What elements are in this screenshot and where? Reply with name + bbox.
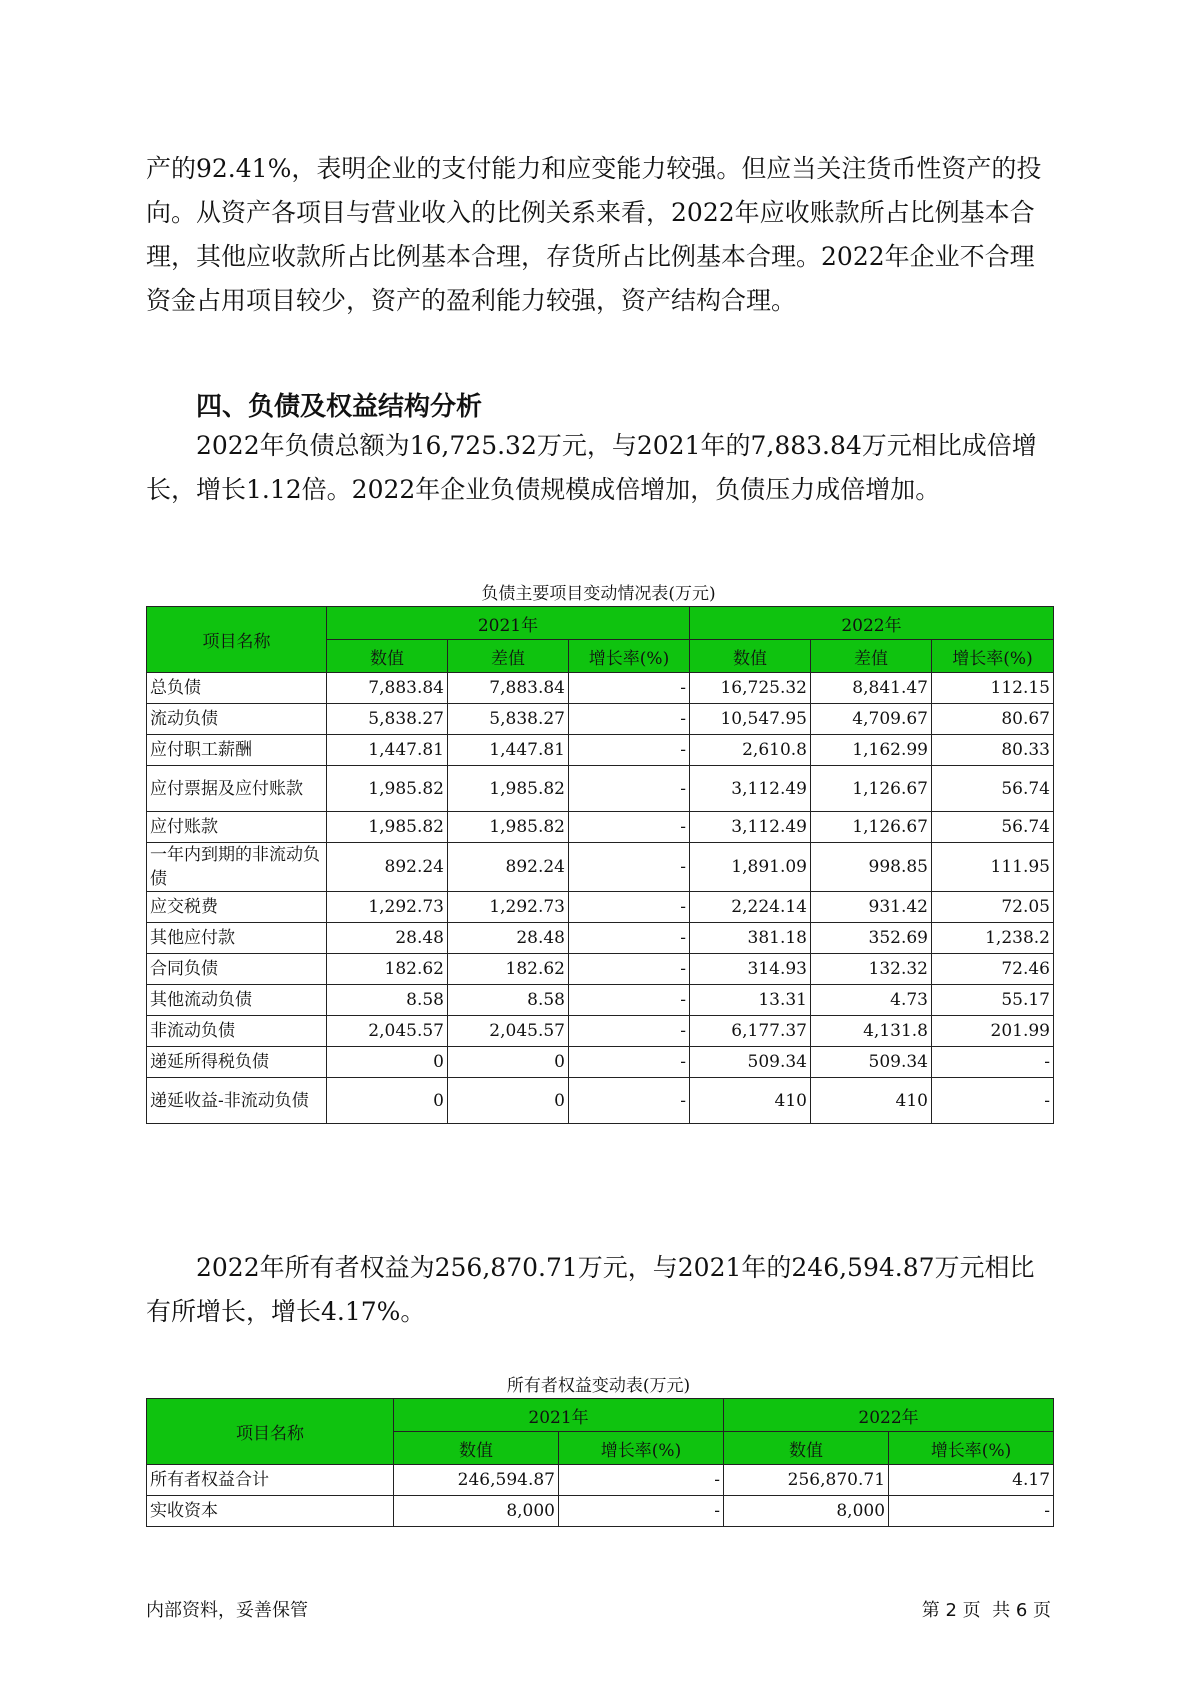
liability-value-cell: 931.42 bbox=[811, 892, 932, 923]
liability-value-cell: 2,045.57 bbox=[327, 1016, 448, 1047]
liability-value-cell: 1,292.73 bbox=[327, 892, 448, 923]
liability-value-cell: 0 bbox=[448, 1047, 569, 1078]
equity-table bbox=[146, 1398, 1054, 1527]
liability-value-cell: 112.15 bbox=[932, 673, 1054, 704]
equity-value-cell: - bbox=[559, 1496, 724, 1527]
liability-value-cell: - bbox=[569, 735, 690, 766]
liability-row bbox=[147, 1016, 1054, 1047]
equity-value-cell: 8,000 bbox=[394, 1496, 559, 1527]
liability-value-cell: 7,883.84 bbox=[327, 673, 448, 704]
liability-value-cell: 998.85 bbox=[811, 843, 932, 892]
equity-header-rate-2021: 增长率(%) bbox=[559, 1432, 724, 1465]
liability-value-cell: 381.18 bbox=[690, 923, 811, 954]
liability-item-name-cell: 流动负债 bbox=[147, 704, 327, 735]
liability-value-cell: 1,126.67 bbox=[811, 812, 932, 843]
header-year-2021: 2021年 bbox=[327, 607, 690, 640]
liability-value-cell: 28.48 bbox=[327, 923, 448, 954]
liability-value-cell: 410 bbox=[811, 1078, 932, 1124]
liability-value-cell: 1,891.09 bbox=[690, 843, 811, 892]
liability-row bbox=[147, 766, 1054, 812]
liability-value-cell: 56.74 bbox=[932, 812, 1054, 843]
equity-value-cell: 256,870.71 bbox=[724, 1465, 889, 1496]
liability-value-cell: 72.46 bbox=[932, 954, 1054, 985]
liability-row bbox=[147, 673, 1054, 704]
liability-row bbox=[147, 985, 1054, 1016]
equity-header-value-2021: 数值 bbox=[394, 1432, 559, 1465]
equity-value-cell: 246,594.87 bbox=[394, 1465, 559, 1496]
liability-value-cell: 1,292.73 bbox=[448, 892, 569, 923]
liability-value-cell: 1,447.81 bbox=[327, 735, 448, 766]
liability-value-cell: 2,224.14 bbox=[690, 892, 811, 923]
liability-item-name-cell: 应付职工薪酬 bbox=[147, 735, 327, 766]
liability-value-cell: 111.95 bbox=[932, 843, 1054, 892]
liability-value-cell: 892.24 bbox=[448, 843, 569, 892]
liability-value-cell: 4,709.67 bbox=[811, 704, 932, 735]
equity-table-caption: 所有者权益变动表(万元) bbox=[506, 1376, 691, 1396]
equity-row bbox=[147, 1465, 1054, 1496]
liability-value-cell: 1,985.82 bbox=[448, 812, 569, 843]
liability-value-cell: 201.99 bbox=[932, 1016, 1054, 1047]
liability-row bbox=[147, 954, 1054, 985]
liability-value-cell: - bbox=[569, 923, 690, 954]
liability-value-cell: 0 bbox=[327, 1078, 448, 1124]
liability-item-name-cell: 应付账款 bbox=[147, 812, 327, 843]
equity-value-cell: - bbox=[889, 1496, 1054, 1527]
liability-value-cell: - bbox=[569, 892, 690, 923]
liability-value-cell: 410 bbox=[690, 1078, 811, 1124]
liability-value-cell: 2,610.8 bbox=[690, 735, 811, 766]
liability-item-name-cell: 非流动负债 bbox=[147, 1016, 327, 1047]
equity-row bbox=[147, 1496, 1054, 1527]
equity-value-cell: 4.17 bbox=[889, 1465, 1054, 1496]
liability-table bbox=[146, 606, 1054, 1124]
liability-value-cell: - bbox=[569, 1016, 690, 1047]
liability-value-cell: 1,447.81 bbox=[448, 735, 569, 766]
liability-value-cell: 352.69 bbox=[811, 923, 932, 954]
liability-item-name-cell: 其他流动负债 bbox=[147, 985, 327, 1016]
liability-value-cell: 80.67 bbox=[932, 704, 1054, 735]
liability-value-cell: 132.32 bbox=[811, 954, 932, 985]
liability-value-cell: 5,838.27 bbox=[448, 704, 569, 735]
header-rate-2021: 增长率(%) bbox=[569, 640, 690, 673]
liability-item-name-cell: 应付票据及应付账款 bbox=[147, 766, 327, 812]
liability-item-name-cell: 递延所得税负债 bbox=[147, 1047, 327, 1078]
liability-row bbox=[147, 923, 1054, 954]
liability-value-cell: - bbox=[569, 673, 690, 704]
liability-row bbox=[147, 1047, 1054, 1078]
liability-item-name-cell: 应交税费 bbox=[147, 892, 327, 923]
liability-value-cell: - bbox=[569, 954, 690, 985]
liability-value-cell: 1,162.99 bbox=[811, 735, 932, 766]
liability-value-cell: - bbox=[569, 812, 690, 843]
header-rate-2022: 增长率(%) bbox=[932, 640, 1054, 673]
header-diff-2022: 差值 bbox=[811, 640, 932, 673]
header-diff-2021: 差值 bbox=[448, 640, 569, 673]
liability-value-cell: 13.31 bbox=[690, 985, 811, 1016]
liability-value-cell: 314.93 bbox=[690, 954, 811, 985]
liability-value-cell: - bbox=[569, 843, 690, 892]
header-value-2021: 数值 bbox=[327, 640, 448, 673]
liability-value-cell: 1,985.82 bbox=[327, 766, 448, 812]
liability-value-cell: 2,045.57 bbox=[448, 1016, 569, 1047]
liability-value-cell: 3,112.49 bbox=[690, 812, 811, 843]
liability-row bbox=[147, 843, 1054, 892]
liability-value-cell: 892.24 bbox=[327, 843, 448, 892]
liability-value-cell: 1,238.2 bbox=[932, 923, 1054, 954]
equity-header-year-2021: 2021年 bbox=[394, 1399, 724, 1432]
liability-value-cell: - bbox=[569, 985, 690, 1016]
equity-header-rate-2022: 增长率(%) bbox=[889, 1432, 1054, 1465]
liability-value-cell: 182.62 bbox=[327, 954, 448, 985]
liability-value-cell: 0 bbox=[327, 1047, 448, 1078]
liability-value-cell: 7,883.84 bbox=[448, 673, 569, 704]
liability-row bbox=[147, 735, 1054, 766]
equity-item-name-cell: 所有者权益合计 bbox=[147, 1465, 394, 1496]
liability-value-cell: - bbox=[569, 766, 690, 812]
header-value-2022: 数值 bbox=[690, 640, 811, 673]
liability-value-cell: 1,985.82 bbox=[448, 766, 569, 812]
liability-row bbox=[147, 812, 1054, 843]
liability-value-cell: 5,838.27 bbox=[327, 704, 448, 735]
liability-item-name-cell: 总负债 bbox=[147, 673, 327, 704]
equity-header-year-2022: 2022年 bbox=[724, 1399, 1054, 1432]
liability-value-cell: 8.58 bbox=[448, 985, 569, 1016]
liability-value-cell: 28.48 bbox=[448, 923, 569, 954]
liability-value-cell: 16,725.32 bbox=[690, 673, 811, 704]
liability-value-cell: 509.34 bbox=[690, 1047, 811, 1078]
liability-value-cell: 8,841.47 bbox=[811, 673, 932, 704]
liability-value-cell: - bbox=[569, 1047, 690, 1078]
equity-header-value-2022: 数值 bbox=[724, 1432, 889, 1465]
equity-paragraph: 2022年所有者权益为256,870.71万元，与2021年的246,594.87万元相比有所增长，增长4.17%。 bbox=[146, 1253, 1035, 1326]
equity-item-name-cell: 实收资本 bbox=[147, 1496, 394, 1527]
liability-table-caption: 负债主要项目变动情况表(万元) bbox=[481, 584, 716, 604]
header-item-name: 项目名称 bbox=[147, 607, 327, 673]
liability-item-name-cell: 一年内到期的非流动负债 bbox=[147, 843, 327, 892]
liability-value-cell: - bbox=[569, 704, 690, 735]
liability-value-cell: 80.33 bbox=[932, 735, 1054, 766]
equity-header-item-name: 项目名称 bbox=[147, 1399, 394, 1465]
liability-item-name-cell: 递延收益-非流动负债 bbox=[147, 1078, 327, 1124]
liability-value-cell: 3,112.49 bbox=[690, 766, 811, 812]
liability-value-cell: 182.62 bbox=[448, 954, 569, 985]
liability-value-cell: 509.34 bbox=[811, 1047, 932, 1078]
liability-value-cell: 1,985.82 bbox=[327, 812, 448, 843]
liability-value-cell: 8.58 bbox=[327, 985, 448, 1016]
liability-value-cell: - bbox=[932, 1078, 1054, 1124]
liability-value-cell: 0 bbox=[448, 1078, 569, 1124]
liability-row bbox=[147, 704, 1054, 735]
liability-value-cell: 10,547.95 bbox=[690, 704, 811, 735]
liability-row bbox=[147, 892, 1054, 923]
liability-value-cell: 4.73 bbox=[811, 985, 932, 1016]
liability-value-cell: 1,126.67 bbox=[811, 766, 932, 812]
liability-item-name-cell: 合同负债 bbox=[147, 954, 327, 985]
footer-confidential-note: 内部资料，妥善保管 bbox=[146, 1600, 308, 1621]
header-year-2022: 2022年 bbox=[690, 607, 1054, 640]
liability-item-name-cell: 其他应付款 bbox=[147, 923, 327, 954]
liability-value-cell: - bbox=[569, 1078, 690, 1124]
liability-value-cell: 4,131.8 bbox=[811, 1016, 932, 1047]
section-heading: 四、负债及权益结构分析 bbox=[196, 392, 483, 422]
liability-row bbox=[147, 1078, 1054, 1124]
liability-value-cell: 6,177.37 bbox=[690, 1016, 811, 1047]
intro-paragraph: 产的92.41%，表明企业的支付能力和应变能力较强。但应当关注货币性资产的投向。从资产各项目与营业收入的比例关系来看，2022年应收账款所占比例基本合理，其他应收款所占比例基本合理，存货所占比例基本合理。2022年企业不合理资金占用项目较少，资产的盈利能力较强，资产结构合理。 bbox=[146, 154, 1042, 315]
footer-page-number: 第 2 页 共 6 页 bbox=[921, 1600, 1051, 1621]
equity-value-cell: - bbox=[559, 1465, 724, 1496]
liability-value-cell: 72.05 bbox=[932, 892, 1054, 923]
liability-value-cell: - bbox=[932, 1047, 1054, 1078]
liability-value-cell: 55.17 bbox=[932, 985, 1054, 1016]
liability-paragraph: 2022年负债总额为16,725.32万元，与2021年的7,883.84万元相比成倍增长，增长1.12倍。2022年企业负债规模成倍增加，负债压力成倍增加。 bbox=[146, 431, 1037, 504]
liability-value-cell: 56.74 bbox=[932, 766, 1054, 812]
equity-value-cell: 8,000 bbox=[724, 1496, 889, 1527]
